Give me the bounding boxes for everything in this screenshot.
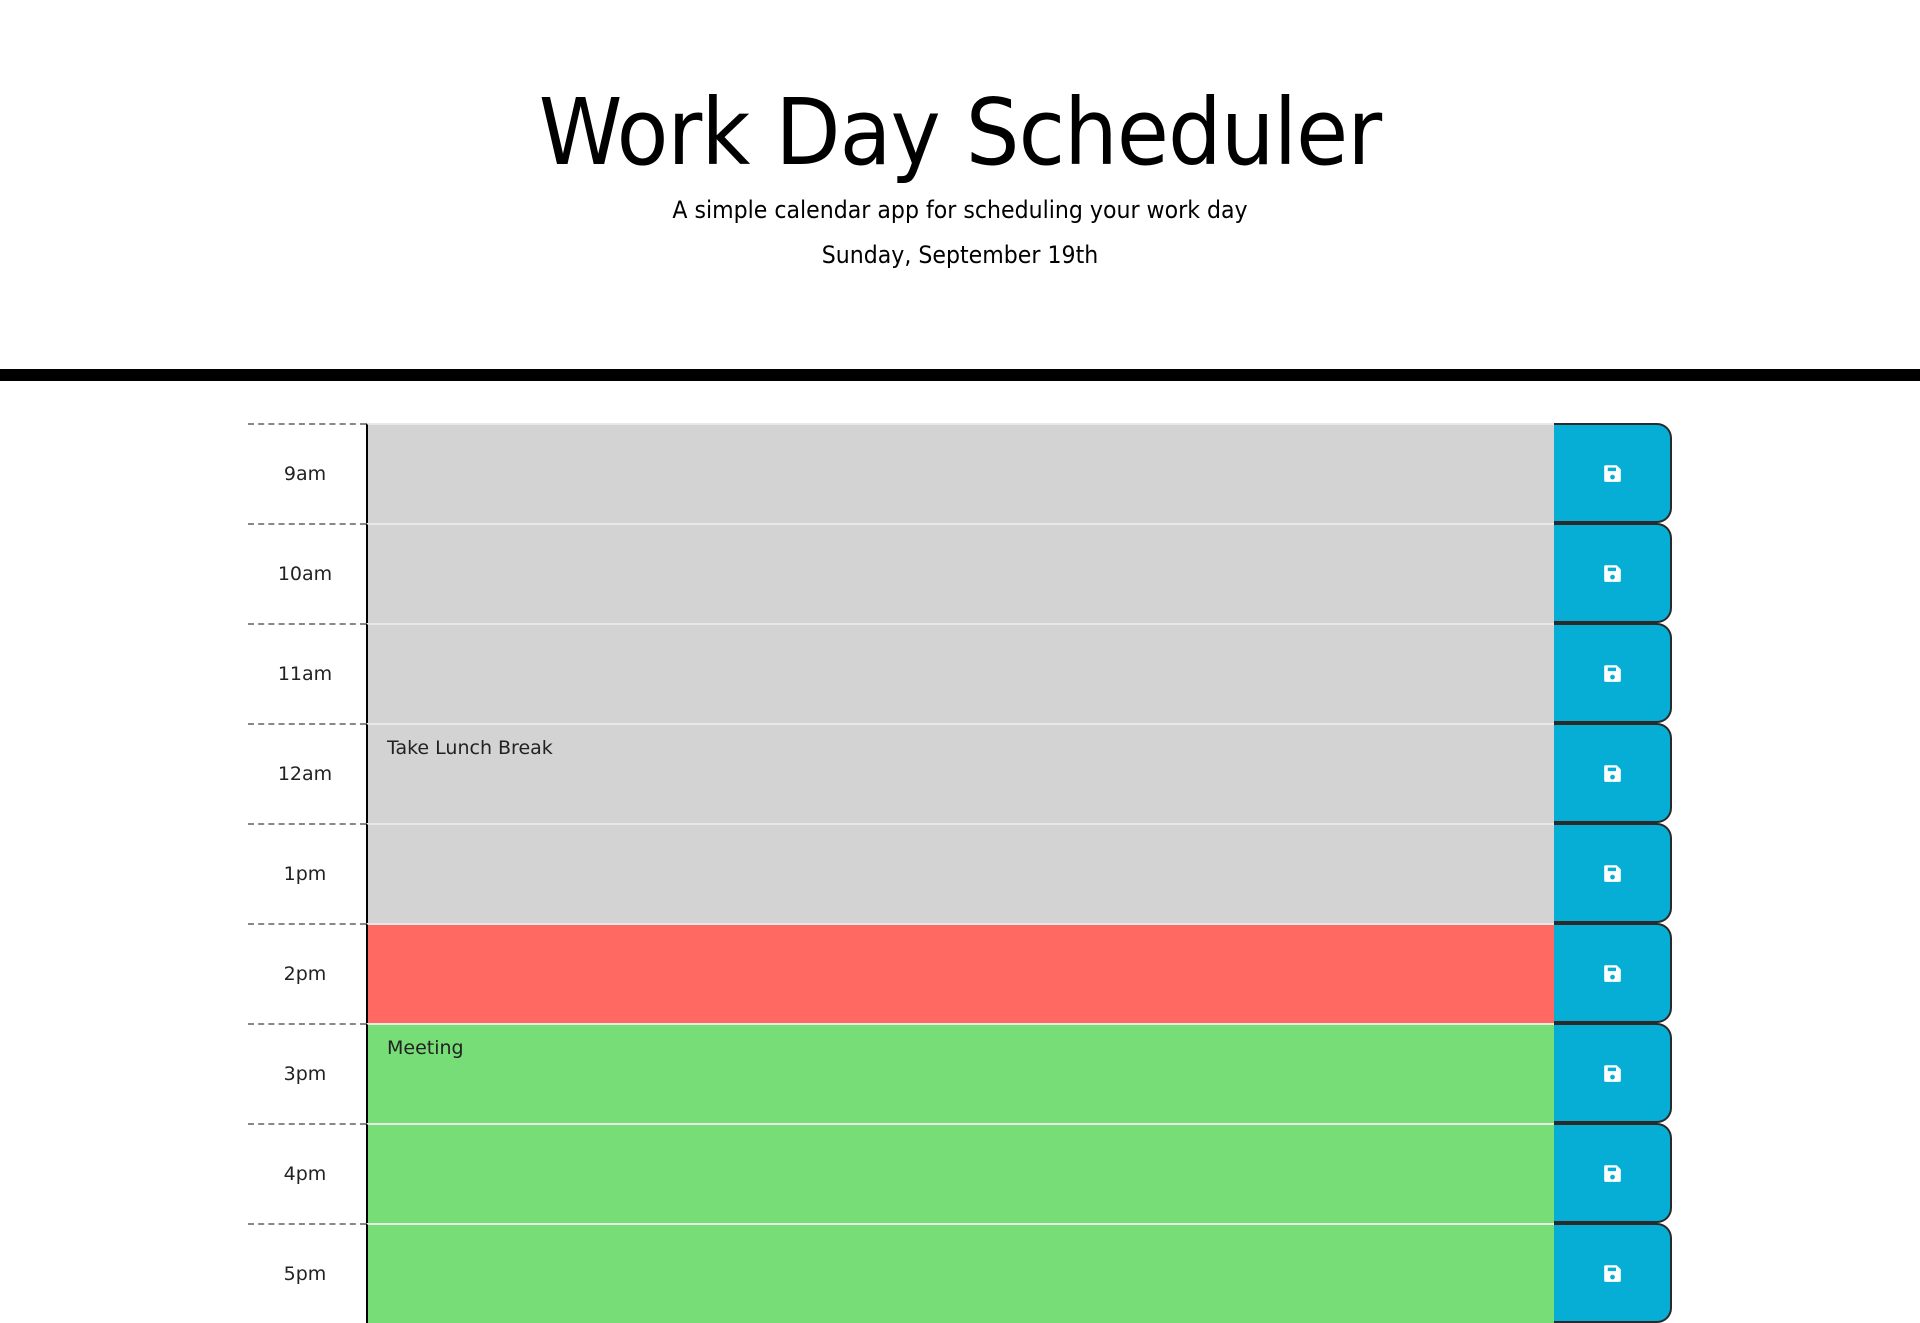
save-button[interactable] bbox=[1554, 623, 1672, 723]
hour-label: 9am bbox=[248, 423, 366, 523]
time-block bbox=[248, 423, 1672, 523]
header-divider bbox=[0, 369, 1920, 381]
save-button[interactable] bbox=[1554, 1223, 1672, 1323]
time-block bbox=[248, 823, 1672, 923]
current-date: Sunday, September 19th bbox=[821, 241, 1099, 269]
event-description[interactable] bbox=[366, 1023, 1554, 1123]
floppy-disk-icon bbox=[1603, 764, 1622, 783]
save-button[interactable] bbox=[1554, 923, 1672, 1023]
event-description[interactable] bbox=[366, 1223, 1554, 1323]
floppy-disk-icon bbox=[1603, 564, 1622, 583]
event-description[interactable] bbox=[366, 1123, 1554, 1223]
floppy-disk-icon bbox=[1603, 1064, 1622, 1083]
schedule-container bbox=[248, 423, 1672, 1323]
event-description[interactable] bbox=[366, 823, 1554, 923]
save-button[interactable] bbox=[1554, 423, 1672, 523]
time-block bbox=[248, 1023, 1672, 1123]
floppy-disk-icon bbox=[1603, 1264, 1622, 1283]
floppy-disk-icon bbox=[1603, 464, 1622, 483]
event-description[interactable] bbox=[366, 623, 1554, 723]
time-block bbox=[248, 1223, 1672, 1323]
hour-label: 5pm bbox=[248, 1223, 366, 1323]
time-block bbox=[248, 623, 1672, 723]
time-block bbox=[248, 723, 1672, 823]
hour-label: 1pm bbox=[248, 823, 366, 923]
save-button[interactable] bbox=[1554, 1023, 1672, 1123]
save-button[interactable] bbox=[1554, 523, 1672, 623]
floppy-disk-icon bbox=[1603, 664, 1622, 683]
hour-label: 11am bbox=[248, 623, 366, 723]
event-description[interactable] bbox=[366, 723, 1554, 823]
hour-label: 4pm bbox=[248, 1123, 366, 1223]
save-button[interactable] bbox=[1554, 723, 1672, 823]
floppy-disk-icon bbox=[1603, 964, 1622, 983]
time-block bbox=[248, 523, 1672, 623]
event-description[interactable] bbox=[366, 923, 1554, 1023]
floppy-disk-icon bbox=[1603, 1164, 1622, 1183]
time-block bbox=[248, 923, 1672, 1023]
hour-label: 3pm bbox=[248, 1023, 366, 1123]
save-button[interactable] bbox=[1554, 823, 1672, 923]
event-description[interactable] bbox=[366, 523, 1554, 623]
page-title: Work Day Scheduler bbox=[538, 79, 1382, 186]
hour-label: 12am bbox=[248, 723, 366, 823]
event-description[interactable] bbox=[366, 423, 1554, 523]
page-subtitle: A simple calendar app for scheduling your work day bbox=[672, 196, 1248, 224]
hour-label: 2pm bbox=[248, 923, 366, 1023]
hour-label: 10am bbox=[248, 523, 366, 623]
time-block bbox=[248, 1123, 1672, 1223]
save-button[interactable] bbox=[1554, 1123, 1672, 1223]
header bbox=[0, 0, 1920, 369]
floppy-disk-icon bbox=[1603, 864, 1622, 883]
